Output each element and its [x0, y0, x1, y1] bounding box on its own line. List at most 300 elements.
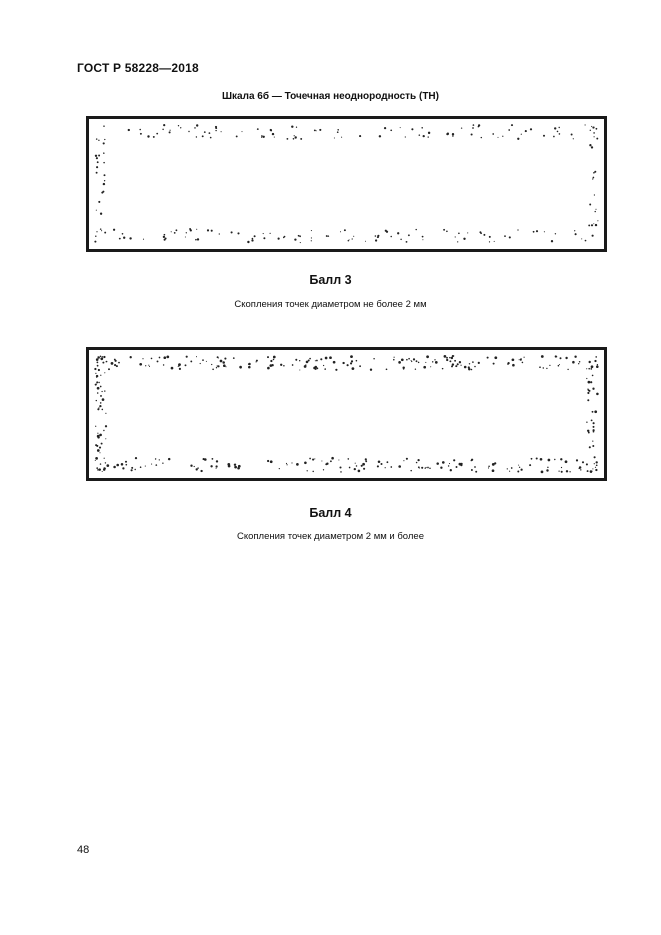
- dot: [104, 390, 105, 391]
- dot: [592, 411, 594, 413]
- dot: [472, 127, 474, 129]
- dot: [155, 458, 156, 459]
- dot: [99, 405, 101, 407]
- dot: [351, 360, 353, 362]
- dot: [428, 132, 430, 134]
- dot: [436, 462, 439, 465]
- dot: [455, 365, 457, 367]
- dot: [427, 467, 429, 469]
- dot: [103, 468, 105, 470]
- document-code: ГОСТ Р 58228—2018: [77, 61, 199, 75]
- dot: [101, 192, 103, 194]
- dot: [587, 399, 589, 401]
- dot: [406, 241, 408, 243]
- dot: [196, 468, 198, 470]
- dot: [455, 236, 456, 237]
- dot: [122, 467, 124, 469]
- dot: [447, 133, 449, 135]
- dotted-border-pattern: [89, 350, 604, 478]
- dot: [314, 458, 315, 459]
- dot: [178, 125, 179, 126]
- dot: [315, 368, 317, 370]
- dot: [555, 355, 557, 357]
- dot: [586, 421, 587, 422]
- dot: [358, 470, 360, 472]
- dot: [311, 237, 312, 238]
- dot: [539, 366, 541, 368]
- dot: [337, 131, 339, 133]
- dot: [186, 232, 187, 233]
- dot: [421, 127, 423, 129]
- dot: [247, 241, 249, 243]
- dot: [278, 238, 280, 240]
- dot: [411, 360, 412, 361]
- dot: [540, 458, 543, 461]
- score-description: Скопления точек диаметром 2 мм и более: [237, 531, 424, 542]
- dot: [339, 466, 341, 468]
- dot: [202, 359, 204, 361]
- dot: [593, 136, 594, 137]
- dot: [375, 235, 377, 237]
- dot: [553, 136, 555, 138]
- dot: [558, 470, 559, 471]
- dot: [589, 361, 591, 363]
- dot: [261, 137, 262, 138]
- dot: [521, 358, 522, 359]
- dot: [588, 381, 591, 384]
- dot: [423, 135, 425, 137]
- dot: [299, 370, 300, 371]
- dot: [576, 459, 578, 461]
- dot: [493, 363, 495, 365]
- dot: [450, 469, 452, 471]
- dot: [529, 464, 531, 466]
- dot: [125, 464, 127, 466]
- dot: [106, 464, 109, 467]
- dot: [507, 468, 508, 469]
- dot: [591, 146, 593, 148]
- dot: [590, 381, 592, 383]
- dot: [457, 363, 459, 365]
- dot: [554, 127, 556, 129]
- score-description: Скопления точек диаметром не более 2 мм: [234, 299, 427, 310]
- dot: [461, 127, 462, 128]
- dot: [105, 438, 106, 439]
- dot: [338, 459, 339, 460]
- dot: [446, 230, 448, 232]
- dot: [403, 368, 405, 370]
- dot: [594, 463, 595, 464]
- sample-image-score-4: [86, 347, 607, 481]
- dot: [595, 211, 596, 212]
- dot: [588, 389, 590, 391]
- dot: [163, 236, 165, 238]
- dot: [237, 467, 240, 470]
- dot: [320, 358, 322, 360]
- dot: [586, 368, 587, 369]
- dot: [97, 433, 98, 434]
- dot: [155, 464, 157, 466]
- dot: [212, 368, 214, 370]
- dot: [348, 240, 349, 241]
- dot: [100, 463, 101, 464]
- dot: [188, 131, 189, 132]
- dot: [504, 235, 506, 237]
- dot: [97, 436, 99, 438]
- dot: [569, 471, 570, 472]
- dot: [103, 125, 105, 127]
- dot: [293, 138, 295, 140]
- dot: [483, 234, 485, 236]
- dot: [440, 467, 442, 469]
- dot: [98, 468, 101, 471]
- dot: [100, 375, 101, 376]
- dot: [122, 233, 124, 235]
- dot: [131, 469, 133, 471]
- dot: [241, 131, 242, 132]
- dot: [459, 463, 462, 466]
- dot: [248, 364, 249, 365]
- dot: [595, 469, 597, 471]
- dot: [520, 469, 522, 471]
- dot: [204, 458, 207, 461]
- dot: [426, 467, 427, 468]
- dot: [573, 138, 574, 139]
- dot: [337, 129, 339, 131]
- dot: [108, 368, 110, 370]
- dot: [365, 460, 367, 462]
- dot: [494, 356, 497, 359]
- dot: [541, 355, 544, 358]
- page-number: 48: [77, 844, 90, 856]
- dot: [478, 126, 480, 128]
- dot: [196, 124, 198, 126]
- dot: [102, 471, 103, 472]
- dot: [217, 365, 218, 366]
- dot: [261, 135, 263, 137]
- dot: [384, 127, 386, 129]
- dot: [460, 365, 461, 366]
- dot: [582, 461, 584, 463]
- dot: [593, 223, 594, 224]
- dot: [452, 355, 454, 357]
- dot: [589, 446, 591, 448]
- dot: [216, 460, 218, 462]
- dot: [509, 236, 511, 238]
- dot: [452, 133, 454, 135]
- dot: [463, 238, 465, 240]
- dot: [334, 137, 335, 138]
- dot: [565, 460, 568, 463]
- dot: [566, 470, 568, 472]
- dot: [386, 461, 388, 463]
- dot: [299, 235, 301, 237]
- dot: [565, 357, 567, 359]
- dot: [162, 463, 163, 464]
- dot: [105, 425, 107, 427]
- dot: [283, 365, 285, 367]
- dot: [194, 127, 196, 129]
- dot: [270, 460, 273, 463]
- dot: [96, 172, 98, 174]
- dot: [103, 183, 105, 185]
- dot: [119, 238, 121, 240]
- dot: [240, 367, 241, 368]
- dot: [593, 422, 595, 424]
- dot: [517, 138, 519, 140]
- dot: [333, 361, 336, 364]
- dot: [411, 128, 413, 130]
- dot: [363, 468, 365, 470]
- dot: [153, 136, 155, 138]
- dot: [429, 467, 431, 469]
- dot: [164, 234, 166, 236]
- dot: [330, 460, 332, 462]
- dot: [270, 233, 271, 234]
- dot: [329, 356, 332, 359]
- dot: [211, 230, 213, 232]
- dot: [295, 359, 297, 361]
- dot: [204, 131, 206, 133]
- dot: [335, 369, 337, 371]
- dot: [104, 174, 106, 176]
- dot: [578, 363, 579, 364]
- dot: [211, 458, 213, 460]
- dot: [311, 230, 312, 231]
- dot: [101, 443, 103, 445]
- dot: [185, 236, 186, 237]
- dot: [536, 230, 538, 232]
- dot: [99, 452, 100, 453]
- dot: [377, 465, 379, 467]
- dot: [220, 360, 223, 363]
- dot: [219, 233, 220, 234]
- dot: [386, 368, 388, 370]
- dot: [323, 365, 324, 366]
- dot: [98, 155, 100, 157]
- dot: [475, 471, 477, 473]
- dot: [95, 373, 96, 374]
- dot: [428, 136, 429, 137]
- dot: [100, 386, 102, 388]
- dot: [131, 467, 133, 469]
- dot: [234, 466, 237, 469]
- dot: [98, 382, 99, 383]
- dot: [543, 367, 544, 368]
- dot: [121, 463, 124, 466]
- dot: [456, 466, 458, 468]
- dot: [408, 358, 410, 360]
- dot: [405, 136, 406, 137]
- dot: [311, 240, 312, 241]
- dot: [341, 137, 342, 138]
- dot: [595, 209, 596, 210]
- dot: [519, 359, 520, 360]
- dot: [202, 135, 204, 137]
- dot: [591, 365, 594, 368]
- dot: [494, 241, 495, 242]
- dot: [591, 224, 593, 226]
- dot: [474, 366, 476, 368]
- dot: [347, 364, 349, 366]
- dot: [196, 356, 197, 357]
- dot: [592, 468, 593, 469]
- dot: [273, 356, 276, 359]
- dot: [170, 130, 171, 131]
- dot: [210, 137, 212, 139]
- dot: [96, 375, 98, 377]
- dot: [349, 467, 351, 469]
- dot: [591, 471, 592, 472]
- dot: [592, 441, 593, 442]
- dot: [458, 232, 460, 234]
- dot: [309, 358, 311, 360]
- dot: [508, 129, 510, 131]
- dot: [472, 361, 474, 363]
- dot: [101, 230, 102, 231]
- dot: [581, 238, 582, 239]
- dot: [300, 138, 302, 140]
- dot: [451, 365, 453, 367]
- dot: [307, 470, 308, 471]
- dot: [442, 368, 444, 370]
- dot: [299, 360, 300, 361]
- dot: [147, 135, 149, 137]
- dot: [416, 360, 418, 362]
- dot: [195, 239, 197, 241]
- dot: [314, 130, 316, 132]
- dot: [411, 361, 412, 362]
- dot: [417, 459, 419, 461]
- dot: [547, 467, 548, 468]
- dot: [377, 235, 379, 237]
- dot: [251, 239, 253, 241]
- dot: [459, 361, 461, 363]
- dot: [196, 229, 197, 230]
- dot: [378, 460, 381, 463]
- dot: [96, 361, 98, 363]
- dot: [97, 161, 99, 163]
- dot: [102, 362, 104, 364]
- dot: [555, 233, 556, 234]
- dot: [118, 362, 120, 364]
- dot: [113, 229, 115, 231]
- dot: [522, 362, 524, 364]
- dot: [592, 178, 593, 179]
- dot: [353, 236, 354, 237]
- dot: [294, 135, 295, 136]
- dot: [222, 361, 225, 364]
- dot: [142, 358, 143, 359]
- dot: [163, 124, 165, 126]
- dot: [592, 127, 594, 129]
- dot: [352, 367, 355, 370]
- dot: [95, 235, 96, 236]
- dot: [197, 467, 198, 468]
- dot: [236, 135, 238, 137]
- dot: [257, 128, 259, 130]
- dot: [194, 466, 195, 467]
- dot: [233, 357, 235, 359]
- dot: [312, 459, 314, 461]
- dot: [397, 232, 399, 234]
- dot: [400, 127, 401, 128]
- dot: [95, 384, 97, 386]
- dot: [585, 240, 587, 242]
- dot: [104, 458, 105, 459]
- dot: [518, 465, 519, 466]
- dot: [471, 460, 473, 462]
- dot: [512, 364, 515, 367]
- dot: [174, 232, 176, 234]
- dot: [423, 366, 426, 369]
- dot: [237, 232, 239, 234]
- dot: [549, 365, 550, 366]
- dot: [394, 357, 395, 358]
- dot: [269, 364, 272, 367]
- dot: [454, 360, 456, 362]
- dot: [223, 364, 226, 367]
- dot: [102, 356, 103, 357]
- dot: [557, 131, 559, 133]
- dot: [328, 235, 330, 237]
- dot: [200, 363, 201, 364]
- dot: [594, 410, 597, 413]
- dot: [216, 468, 217, 469]
- dot: [263, 233, 264, 234]
- dot: [163, 356, 166, 359]
- dot: [415, 229, 416, 230]
- dot: [94, 368, 96, 370]
- dot: [492, 133, 494, 135]
- dot: [186, 356, 188, 358]
- dot: [272, 133, 274, 135]
- dot: [340, 471, 342, 473]
- dot: [546, 368, 547, 369]
- dot: [592, 388, 594, 390]
- dot: [326, 463, 328, 465]
- dot: [267, 367, 270, 370]
- dot: [524, 357, 525, 358]
- dot: [166, 356, 169, 359]
- dot: [130, 356, 132, 358]
- dot: [352, 238, 353, 239]
- dot: [449, 360, 451, 362]
- dot: [286, 464, 287, 465]
- dot: [595, 356, 597, 358]
- dot: [561, 467, 562, 468]
- dot: [517, 229, 518, 230]
- dot: [140, 466, 142, 468]
- score-label: Балл 4: [309, 506, 352, 520]
- dot: [331, 457, 334, 460]
- dot: [560, 458, 562, 460]
- dot: [590, 368, 592, 370]
- dot: [593, 426, 595, 428]
- dot: [393, 359, 395, 361]
- dot: [479, 231, 481, 233]
- dot: [444, 355, 447, 358]
- dot: [446, 359, 448, 361]
- dot: [96, 381, 98, 383]
- dot: [104, 232, 106, 234]
- dot: [543, 135, 545, 137]
- dot: [418, 362, 420, 364]
- dot: [434, 359, 435, 360]
- dot: [162, 129, 163, 130]
- dot: [116, 464, 119, 467]
- dot: [211, 364, 212, 365]
